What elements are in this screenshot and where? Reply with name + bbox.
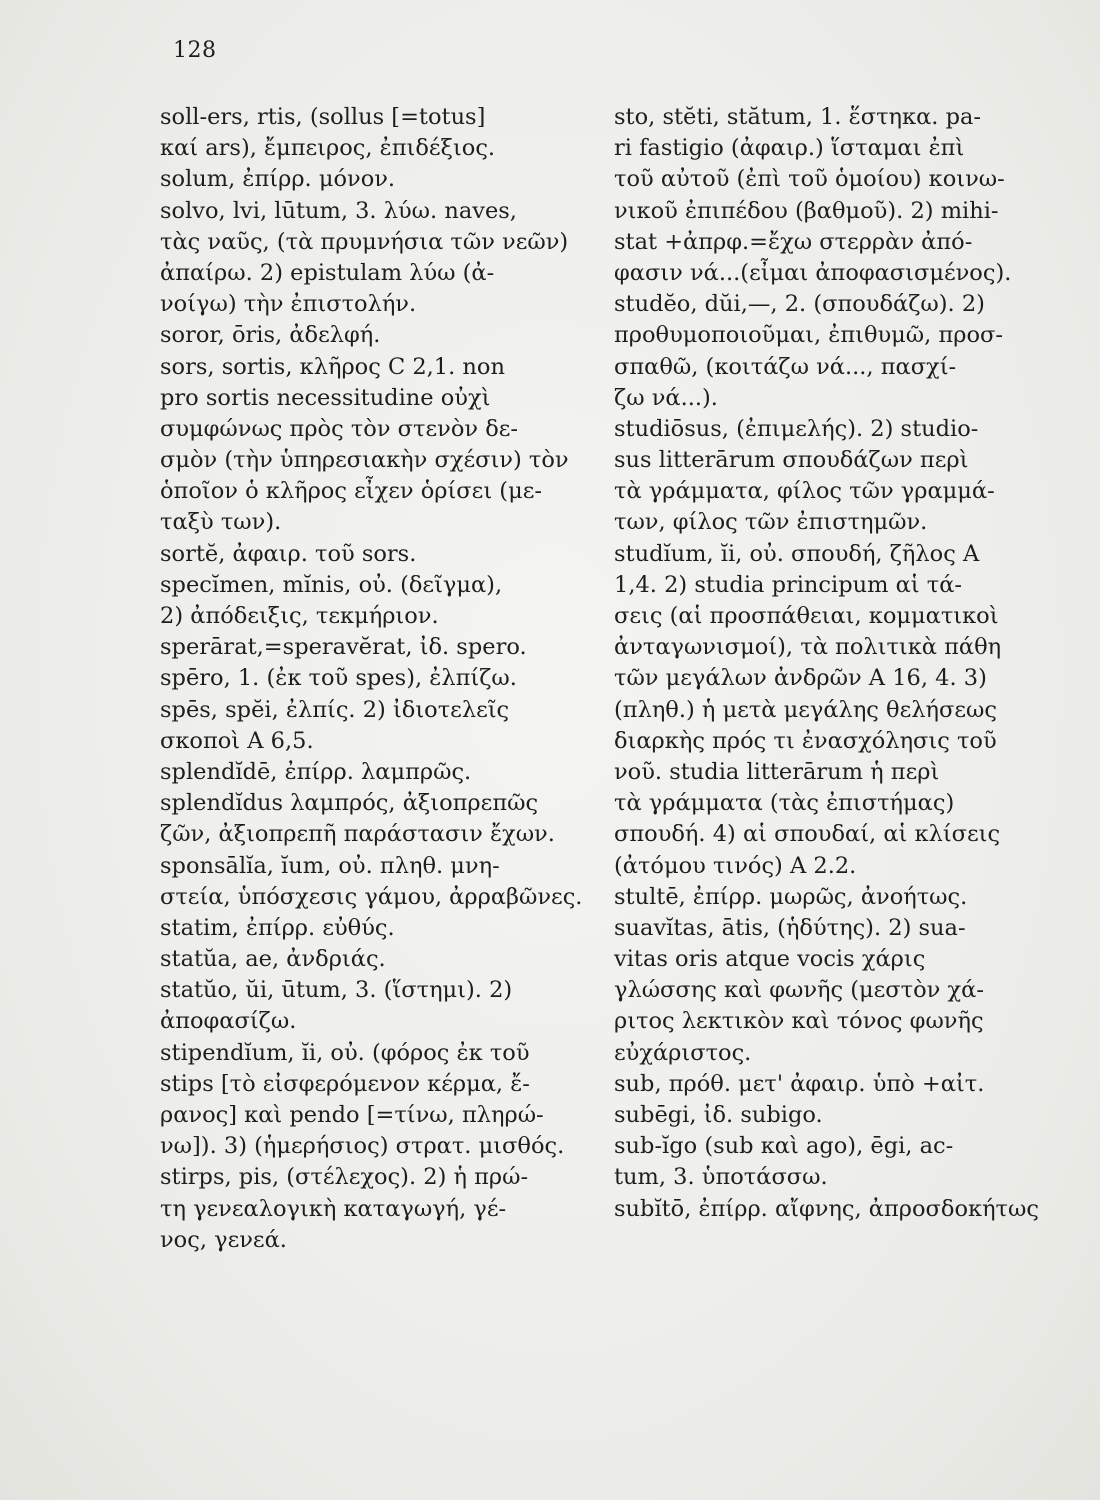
dictionary-line: studĭum, ĭi, οὐ. σπουδή, ζῆλος A (614, 540, 980, 567)
dictionary-line: tum, 3. ὑποτάσσω. (614, 1164, 828, 1191)
dictionary-line: sors, sortis, κλῆρος C 2,1. non (160, 353, 505, 380)
dictionary-line: σπαθῶ, (κοιτάζω νά..., πασχί- (614, 353, 957, 380)
dictionary-line: (ἀτόμου τινός) A 2.2. (614, 852, 857, 879)
dictionary-line: τῶν μεγάλων ἀνδρῶν A 16, 4. 3) (614, 665, 987, 692)
right-column (614, 102, 1054, 1225)
dictionary-line: συμφώνως πρὸς τὸν στενὸν δε- (160, 415, 519, 442)
dictionary-line: ἀποφασίζω. (160, 1008, 297, 1035)
dictionary-line: ri fastigio (ἀφαιρ.) ἵσταμαι ἐπὶ (614, 135, 965, 162)
dictionary-line: ζω νά...). (614, 384, 718, 411)
dictionary-line: sortĕ, ἀφαιρ. τοῦ sors. (160, 540, 417, 567)
dictionary-line: σεις (αἱ προσπάθειαι, κομματικοὶ (614, 603, 999, 629)
dictionary-line: σκοποὶ A 6,5. (160, 727, 314, 754)
dictionary-line: νικοῦ ἐπιπέδου (βαθμοῦ). 2) mihi- (614, 197, 999, 224)
dictionary-line: ὁποῖον ὁ κλῆρος εἶχεν ὁρίσει (με- (160, 478, 542, 505)
dictionary-line: soror, ōris, ἀδελφή. (160, 322, 381, 349)
dictionary-line: subĭtō, ἐπίρρ. αἴφνης, ἀπροσδοκήτως (614, 1195, 1039, 1222)
dictionary-line: stipendĭum, ĭi, οὐ. (φόρος ἐκ τοῦ (160, 1039, 530, 1066)
dictionary-line: stultē, ἐπίρρ. μωρῶς, ἀνοήτως. (614, 883, 968, 910)
dictionary-line: στεία, ὑπόσχεσις γάμου, ἀρραβῶνες. (160, 883, 583, 910)
dictionary-line: subēgi, ἰδ. subigo. (614, 1102, 823, 1128)
dictionary-line: σπουδή. 4) αἱ σπουδαί, αἱ κλίσεις (614, 821, 1001, 848)
dictionary-line: ζῶν, ἀξιοπρεπῆ παράστασιν ἔχων. (160, 821, 555, 848)
dictionary-line: ρανος] καὶ pendo [=τίνω, πληρώ- (160, 1102, 544, 1128)
dictionary-line: ἀπαίρω. 2) epistulam λύω (ἀ- (160, 259, 495, 286)
dictionary-line: statim, ἐπίρρ. εὐθύς. (160, 914, 395, 941)
dictionary-line: splendĭdē, ἐπίρρ. λαμπρῶς. (160, 758, 472, 785)
dictionary-line: τὰ γράμματα (τὰς ἐπιστήμας) (614, 790, 955, 817)
dictionary-line: εὐχάριστος. (614, 1039, 752, 1066)
dictionary-line: studiōsus, (ἐπιμελής). 2) studio- (614, 415, 979, 442)
dictionary-line: τοῦ αὐτοῦ (ἐπὶ τοῦ ὁμοίου) κοινω- (614, 166, 1005, 193)
dictionary-line: sperārat,=speravĕrat, ἰδ. spero. (160, 634, 527, 661)
dictionary-line: (πληθ.) ἡ μετὰ μεγάλης θελήσεως (614, 696, 997, 723)
dictionary-line: spēro, 1. (ἐκ τοῦ spes), ἐλπίζω. (160, 665, 517, 692)
dictionary-line: σμὸν (τὴν ὑπηρεσιακὴν σχέσιν) τὸν (160, 447, 569, 474)
dictionary-line: sus litterārum σπουδάζων περὶ (614, 447, 969, 474)
dictionary-line: solum, ἐπίρρ. μόνον. (160, 166, 396, 193)
dictionary-line: statŭa, ae, ἀνδριάς. (160, 946, 386, 973)
dictionary-line: 1,4. 2) studia principum αἱ τά- (614, 571, 963, 598)
dictionary-line: ριτος λεκτικὸν καὶ τόνος φωνῆς (614, 1008, 984, 1035)
dictionary-line: soll-ers, rtis, (sollus [=totus] (160, 104, 486, 130)
dictionary-line: νοῦ. studia litterārum ἡ περὶ (614, 758, 940, 785)
dictionary-line: γλώσσης καὶ φωνῆς (μεστὸν χά- (614, 977, 984, 1004)
dictionary-line: specĭmen, mĭnis, οὐ. (δεῖγμα), (160, 571, 503, 598)
left-column (160, 102, 588, 1256)
dictionary-line: καί ars), ἔμπειρος, ἐπιδέξιος. (160, 135, 496, 162)
dictionary-line: τη γενεαλογικὴ καταγωγή, γέ- (160, 1195, 507, 1222)
dictionary-line: sto, stĕti, stătum, 1. ἕστηκα. pa- (614, 104, 982, 130)
dictionary-line: διαρκὴς πρός τι ἐνασχόλησις τοῦ (614, 727, 997, 754)
dictionary-line: vitas oris atque vocis χάρις (614, 946, 926, 973)
dictionary-line: ταξὺ των). (160, 509, 282, 536)
dictionary-line: solvo, lvi, lūtum, 3. λύω. naves, (160, 197, 517, 224)
dictionary-line: τὰ γράμματα, φίλος τῶν γραμμά- (614, 478, 995, 505)
dictionary-line: sub-ĭgo (sub καὶ ago), ēgi, ac- (614, 1133, 954, 1160)
dictionary-line: stirps, pis, (στέλεχος). 2) ἡ πρώ- (160, 1164, 529, 1191)
dictionary-line: sponsālĭa, ĭum, οὐ. πληθ. μνη- (160, 852, 500, 879)
dictionary-line: spēs, spĕi, ἐλπίς. 2) ἰδιοτελεῖς (160, 696, 510, 723)
dictionary-line: stips [τὸ εἰσφερόμενον κέρμα, ἔ- (160, 1070, 530, 1097)
dictionary-line: stat +ἀπρφ.=ἔχω στερρὰν ἀπό- (614, 228, 973, 255)
dictionary-line: νος, γενεά. (160, 1226, 287, 1253)
dictionary-line: νω]). 3) (ἡμερήσιος) στρατ. μισθός. (160, 1133, 565, 1160)
page-number: 128 (173, 38, 217, 63)
dictionary-line: splendĭdus λαμπρός, ἀξιοπρεπῶς (160, 790, 539, 817)
dictionary-line: ἀνταγωνισμοί), τὰ πολιτικὰ πάθη (614, 634, 1002, 661)
dictionary-line: suavĭtas, ātis, (ἡδύτης). 2) sua- (614, 914, 966, 941)
dictionary-line: sub, πρόθ. μετ' ἀφαιρ. ὑπὸ +αἰτ. (614, 1070, 985, 1097)
dictionary-line: τὰς ναῦς, (τὰ πρυμνήσια τῶν νεῶν) (160, 228, 569, 255)
dictionary-line: φασιν νά...(εἶμαι ἀποφασισμένος). (614, 259, 1012, 286)
dictionary-line: pro sortis necessitudine οὐχὶ (160, 384, 491, 411)
dictionary-line: νοίγω) τὴν ἐπιστολήν. (160, 291, 417, 318)
dictionary-line: των, φίλος τῶν ἐπιστημῶν. (614, 509, 928, 536)
dictionary-line: 2) ἀπόδειξις, τεκμήριον. (160, 603, 439, 629)
dictionary-line: statŭo, ŭi, ūtum, 3. (ἵστημι). 2) (160, 977, 513, 1004)
dictionary-line: studĕo, dŭi,—, 2. (σπουδάζω). 2) (614, 291, 985, 318)
dictionary-line: προθυμοποιοῦμαι, ἐπιθυμῶ, προσ- (614, 322, 1003, 349)
